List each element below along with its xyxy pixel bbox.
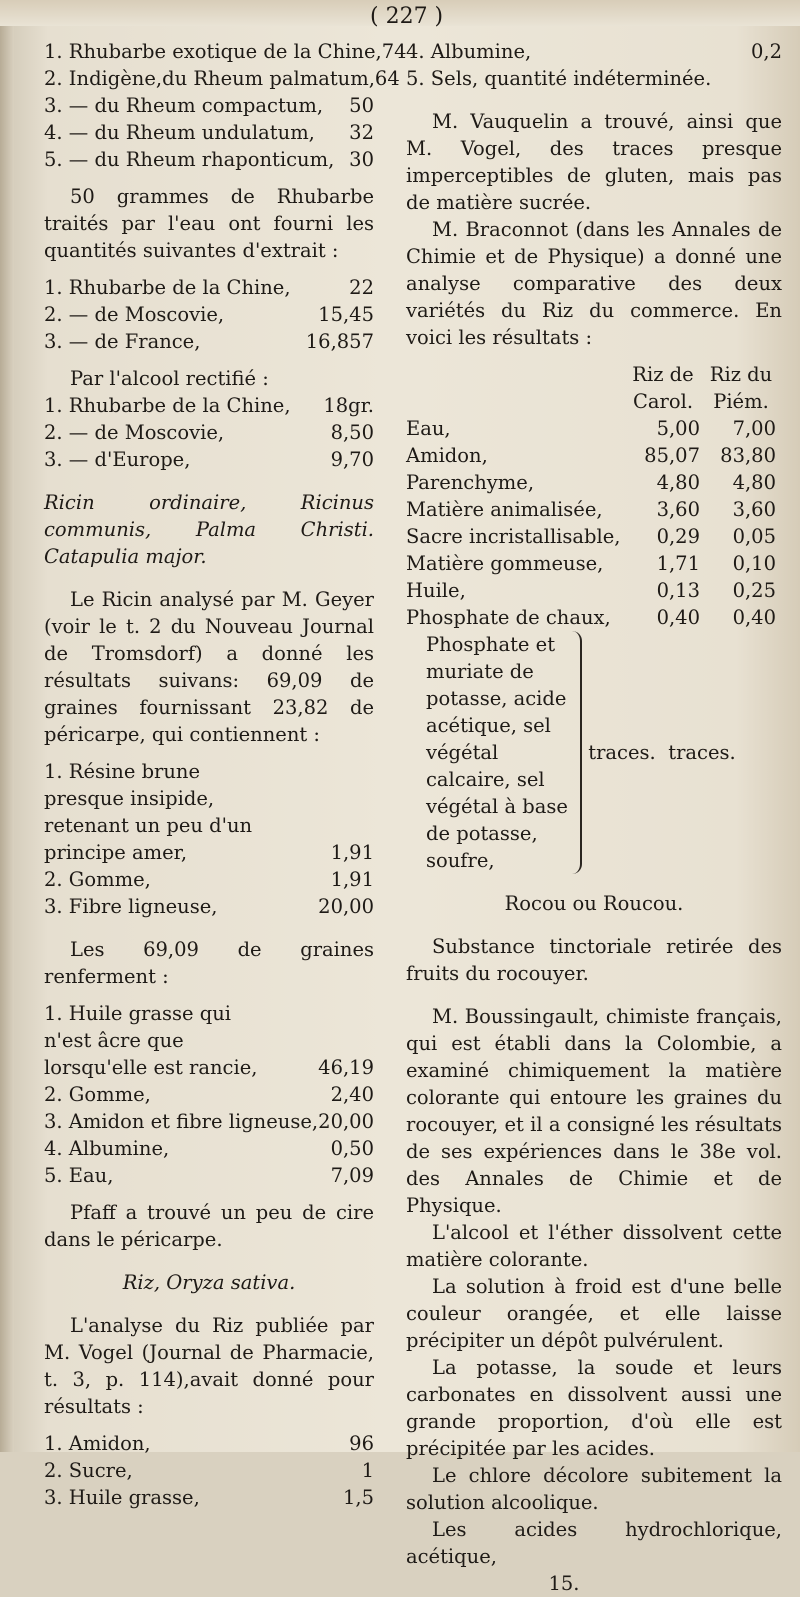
list-item: 2. Indigène,du Rheum palmatum, 64 [44,67,400,90]
table-cell: 85,07 [644,444,700,467]
table-cell: 0,29 [656,525,700,548]
section-heading-riz: Riz, Oryza sativa. [122,1271,296,1294]
table-cell: 83,80 [720,444,776,467]
table-cell: 0,10 [732,552,776,575]
right-column [406,38,782,1597]
table-cell: traces. [588,741,656,764]
brace-items: Phosphate et muriate de potasse, acide acétique, sel végétal calcaire, sel végétal à base de potasse, soufre, [406,631,582,874]
table-cell: Amidon, [406,444,488,467]
table-header: Riz du Piém. [709,363,773,413]
list-item: 1. Rhubarbe exotique de la Chine, 74 [44,40,407,63]
list-item: 5. — du Rheum rhaponticum, 30 [44,148,374,171]
page-left-edge [0,0,14,1452]
list-item: 1. Huile grasse qui n'est âcre que lorsqu'elle est rancie, 46,19 [44,1002,374,1079]
paragraph: Le Ricin analysé par M. Geyer (voir le t. 2 du Nouveau Journal de Tromsdorf) a donné les résultats suivans: 69,09 de graines fournissant 23,82 de péricarpe, qui contiennent : [44,588,374,746]
paragraph: L'alcool et l'éther dissolvent cette matière colorante. [406,1221,782,1271]
signature-mark: 15. [548,1572,580,1595]
rice-analysis-table [406,361,782,631]
rhubarb-list [44,38,407,173]
table-cell: 3,60 [732,498,776,521]
paragraph: L'analyse du Riz publiée par M. Vogel (Journal de Pharmacie, t. 3, p. 114),avait donné pour résultats : [44,1314,374,1418]
paragraph: La potasse, la soude et leurs carbonates en dissolvent aussi une grande proportion, d'où elle est précipitée par les acides. [406,1356,782,1460]
page-number: ( 227 ) [370,4,444,29]
table-cell: Matière gommeuse, [406,552,604,575]
paragraph: M. Braconnot (dans les Annales de Chimie et de Physique) a donné une analyse comparative des deux variétés du Riz du commerce. En voici les résultats : [406,218,782,349]
paragraph: Substance tinctoriale retirée des fruits du rocouyer. [406,935,782,985]
list-item: 4. — du Rheum undulatum, 32 [44,121,374,144]
table-cell: 0,25 [732,579,776,602]
table-cell: 0,05 [732,525,776,548]
paragraph: Les acides hydrochlorique, acétique, [406,1518,782,1568]
list-item: 3. Huile grasse, 1,5 [44,1486,374,1509]
extract-list [44,274,374,355]
pericarp-list [44,758,374,920]
list-item: 3. — du Rheum compactum, 50 [44,94,374,117]
section-heading-ricin: Ricin ordinaire, Ricinus communis, Palma Christi. Catapulia major. [44,491,374,568]
table-cell: 7,00 [732,417,776,440]
list-item: 3. — d'Europe, 9,70 [44,448,374,471]
alcohol-list [44,392,374,473]
paragraph: Par l'alcool rectifié : [70,367,269,390]
list-item: 2. — de Moscovie, 8,50 [44,421,374,444]
list-item: 1. Résine brune presque insipide, retenant un peu d'un principe amer, 1,91 [44,760,374,864]
list-item: 5. Sels, quantité indéterminée. [406,67,712,90]
table-cell: 4,80 [656,471,700,494]
paragraph: Le chlore décolore subitement la solution alcoolique. [406,1464,782,1514]
table-cell: Phosphate de chaux, [406,606,611,629]
table-cell: Sacre incristallisable, [406,525,621,548]
table-cell: 0,40 [656,606,700,629]
paragraph: Les 69,09 de graines renferment : [44,938,374,988]
paragraph: La solution à froid est d'une belle couleur orangée, et elle laisse précipiter un dépôt pulvérulent. [406,1275,782,1352]
paragraph: Pfaff a trouvé un peu de cire dans le péricarpe. [44,1201,374,1251]
table-cell: Matière animalisée, [406,498,603,521]
table-cell: 5,00 [656,417,700,440]
left-column [44,38,407,1511]
table-cell: traces. [668,741,736,764]
table-header: Riz de Carol. [632,363,694,413]
table-cell: 4,80 [732,471,776,494]
paragraph: M. Vauquelin a trouvé, ainsi que M. Vogel, des traces presque imperceptibles de gluten, mais pas de matière sucrée. [406,110,782,214]
table-cell: 0,13 [656,579,700,602]
table-cell: Eau, [406,417,451,440]
paragraph: M. Boussingault, chimiste français, qui est établi dans la Colombie, a examiné chimiquement la matière colorante qui entoure les graines du rocouyer, et il a consigné les résultats de ses expériences dans le 38e vol. des Annales de Chimie et de Physique. [406,1005,782,1217]
seed-list [44,1000,374,1189]
list-item: 3. Fibre ligneuse, 20,00 [44,895,374,918]
table-cell: 1,71 [656,552,700,575]
table-cell: 3,60 [656,498,700,521]
list-item: 1. Rhubarbe de la Chine, 18gr. [44,394,374,417]
paragraph: 50 grammes de Rhubarbe traités par l'eau ont fourni les quantités suivantes d'extrait : [44,185,374,262]
list-item: 2. Sucre, 1 [44,1459,374,1482]
list-item: 1. Rhubarbe de la Chine, 22 [44,276,374,299]
table-cell: Parenchyme, [406,471,535,494]
list-item: 2. Gomme, 1,91 [44,868,374,891]
section-heading-rocou: Rocou ou Roucou. [504,892,684,915]
rice-list-continued [406,38,782,92]
table-cell: Huile, [406,579,466,602]
list-item: 4. Albumine, 0,2 [406,40,782,63]
list-item: 5. Eau, 7,09 [44,1164,374,1187]
list-item: 4. Albumine, 0,50 [44,1137,374,1160]
list-item: 2. Gomme, 2,40 [44,1083,374,1106]
table-cell: 0,40 [732,606,776,629]
traces-brace-group [406,631,782,874]
list-item: 2. — de Moscovie, 15,45 [44,303,374,326]
list-item: 3. — de France, 16,857 [44,330,374,353]
list-item: 3. Amidon et fibre ligneuse, 20,00 [44,1110,374,1133]
table-header [406,361,626,415]
list-item: 1. Amidon, 96 [44,1432,374,1455]
rice-list [44,1430,374,1511]
